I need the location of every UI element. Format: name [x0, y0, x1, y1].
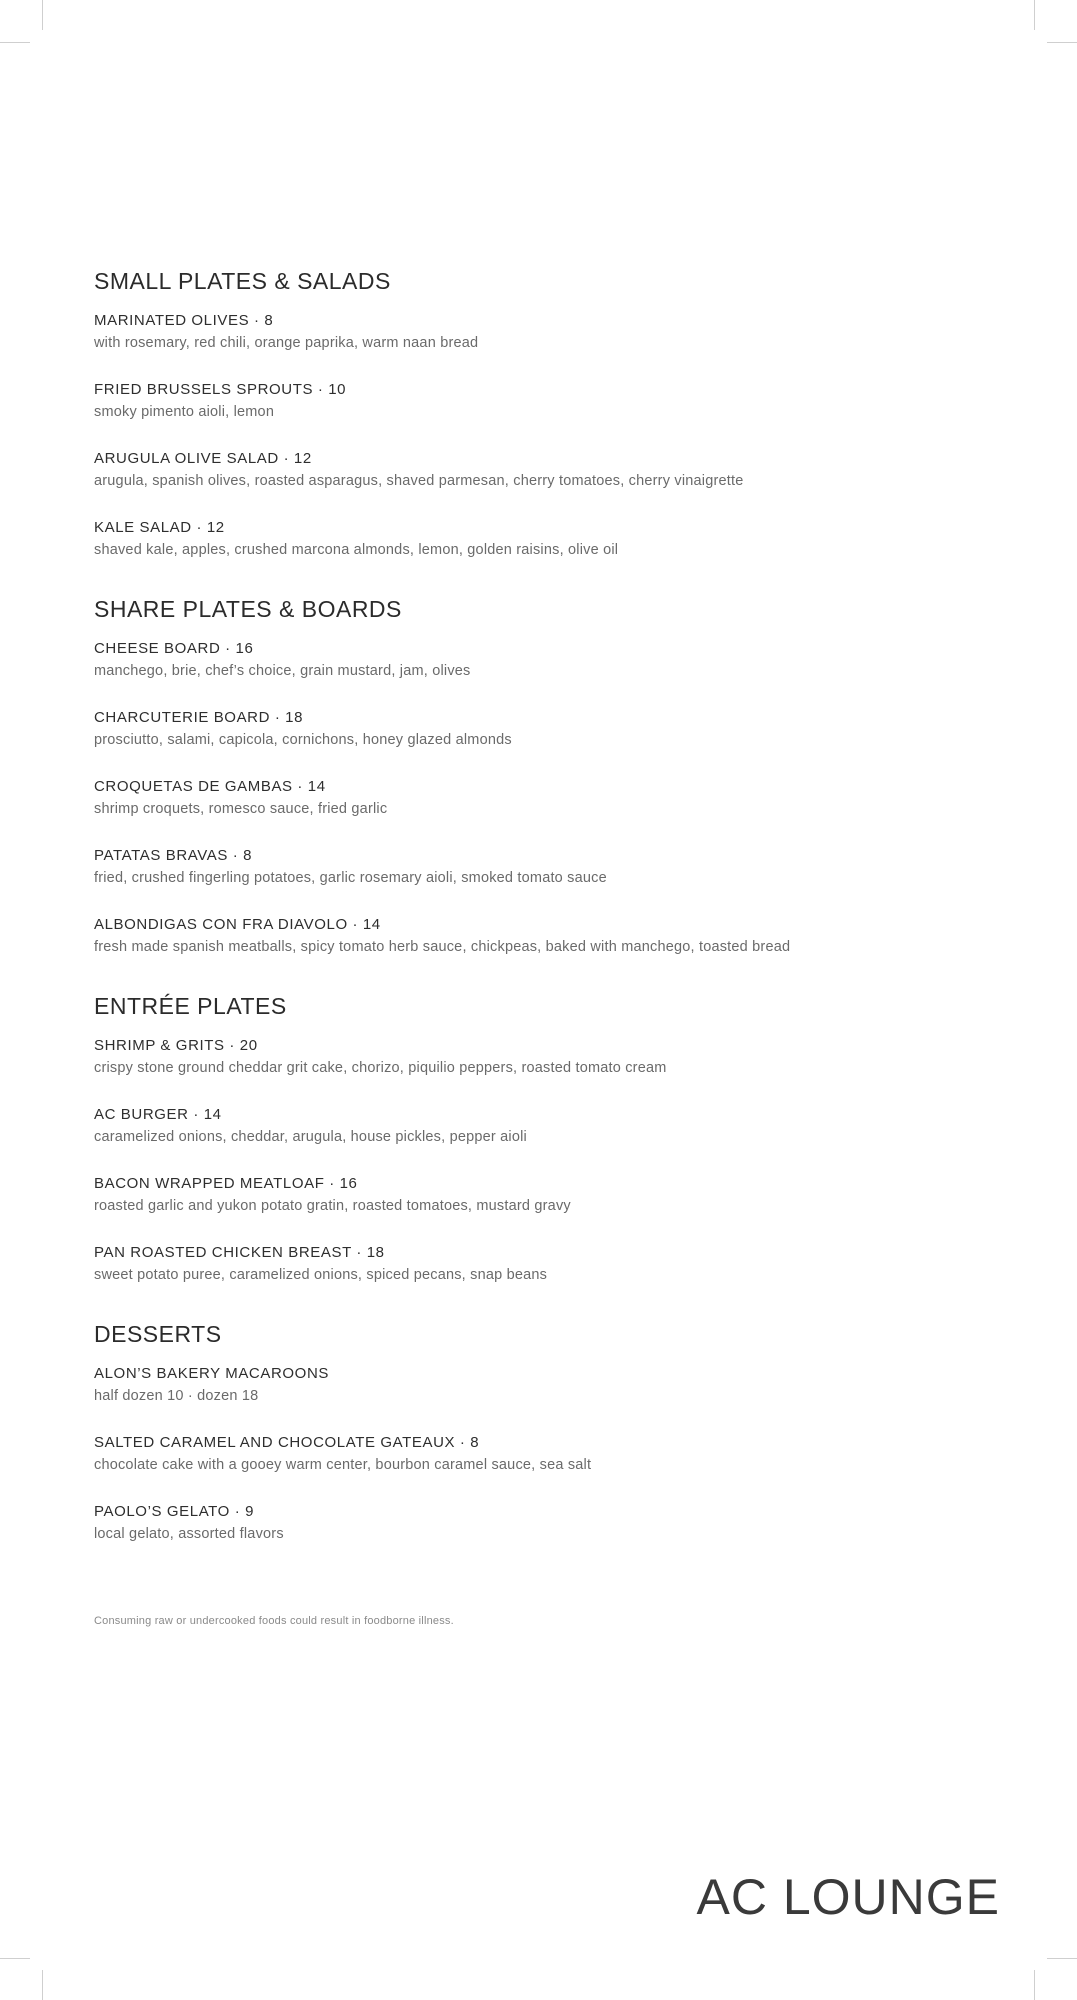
section-title: ENTRÉE PLATES — [94, 993, 287, 1019]
item-description: roasted garlic and yukon potato gratin, roasted tomatoes, mustard gravy — [94, 1198, 571, 1214]
item-name: ARUGULA OLIVE SALAD · 12 — [94, 450, 312, 467]
item-description: fried, crushed fingerling potatoes, garlic rosemary aioli, smoked tomato sauce — [94, 870, 607, 886]
menu-item — [94, 1502, 994, 1544]
menu-item — [94, 846, 994, 888]
item-description: prosciutto, salami, capicola, cornichons, honey glazed almonds — [94, 732, 512, 748]
menu-item — [94, 639, 994, 681]
crop-mark — [42, 0, 43, 30]
crop-mark — [0, 1958, 30, 1959]
menu-item — [94, 915, 994, 957]
item-description: with rosemary, red chili, orange paprika, warm naan bread — [94, 335, 479, 351]
menu-section — [94, 1319, 994, 1544]
crop-mark — [1034, 0, 1035, 30]
item-name: PATATAS BRAVAS · 8 — [94, 847, 253, 864]
menu-item — [94, 708, 994, 750]
item-description: smoky pimento aioli, lemon — [94, 404, 275, 420]
menu-section — [94, 991, 994, 1285]
crop-mark — [0, 42, 30, 43]
disclaimer: Consuming raw or undercooked foods could result in foodborne illness. — [94, 1615, 454, 1627]
section-title: SMALL PLATES & SALADS — [94, 268, 391, 294]
item-description: manchego, brie, chef’s choice, grain mustard, jam, olives — [94, 663, 471, 679]
item-description: sweet potato puree, caramelized onions, spiced pecans, snap beans — [94, 1267, 548, 1283]
menu-item — [94, 380, 994, 422]
crop-mark — [42, 1970, 43, 2000]
menu — [94, 266, 994, 1578]
item-name: CHEESE BOARD · 16 — [94, 640, 254, 657]
menu-item — [94, 1433, 994, 1475]
menu-item — [94, 1243, 994, 1285]
crop-mark — [1034, 1970, 1035, 2000]
item-name: PAOLO’S GELATO · 9 — [94, 1503, 255, 1520]
item-name: PAN ROASTED CHICKEN BREAST · 18 — [94, 1244, 385, 1261]
menu-item — [94, 777, 994, 819]
item-name: ALBONDIGAS CON FRA DIAVOLO · 14 — [94, 916, 381, 933]
menu-item — [94, 311, 994, 353]
item-name: ALON’S BAKERY MACAROONS — [94, 1365, 329, 1382]
section-title: SHARE PLATES & BOARDS — [94, 596, 402, 622]
item-description: shrimp croquets, romesco sauce, fried garlic — [94, 801, 388, 817]
item-name: SHRIMP & GRITS · 20 — [94, 1037, 258, 1054]
item-description: half dozen 10 · dozen 18 — [94, 1388, 259, 1404]
menu-item — [94, 1036, 994, 1078]
menu-item — [94, 518, 994, 560]
section-title: DESSERTS — [94, 1321, 222, 1347]
menu-item — [94, 1364, 994, 1406]
item-description: shaved kale, apples, crushed marcona almonds, lemon, golden raisins, olive oil — [94, 542, 619, 558]
item-description: fresh made spanish meatballs, spicy tomato herb sauce, chickpeas, baked with manchego, toasted bread — [94, 939, 791, 955]
crop-mark — [1047, 1958, 1077, 1959]
item-name: KALE SALAD · 12 — [94, 519, 225, 536]
item-name: AC BURGER · 14 — [94, 1106, 222, 1123]
item-name: CROQUETAS DE GAMBAS · 14 — [94, 778, 326, 795]
menu-item — [94, 1174, 994, 1216]
item-description: crispy stone ground cheddar grit cake, chorizo, piquilio peppers, roasted tomato cream — [94, 1060, 667, 1076]
item-name: CHARCUTERIE BOARD · 18 — [94, 709, 304, 726]
item-name: FRIED BRUSSELS SPROUTS · 10 — [94, 381, 347, 398]
item-description: chocolate cake with a gooey warm center, bourbon caramel sauce, sea salt — [94, 1457, 592, 1473]
menu-section — [94, 266, 994, 560]
brand-logo: AC LOUNGE — [696, 1869, 1000, 1925]
item-name: SALTED CARAMEL AND CHOCOLATE GATEAUX · 8 — [94, 1434, 480, 1451]
menu-item — [94, 1105, 994, 1147]
crop-mark — [1047, 42, 1077, 43]
item-description: local gelato, assorted flavors — [94, 1526, 284, 1542]
item-name: MARINATED OLIVES · 8 — [94, 312, 274, 329]
menu-item — [94, 449, 994, 491]
menu-section — [94, 594, 994, 957]
item-description: caramelized onions, cheddar, arugula, house pickles, pepper aioli — [94, 1129, 527, 1145]
item-name: BACON WRAPPED MEATLOAF · 16 — [94, 1175, 358, 1192]
item-description: arugula, spanish olives, roasted asparagus, shaved parmesan, cherry tomatoes, cherry vinaigrette — [94, 473, 744, 489]
